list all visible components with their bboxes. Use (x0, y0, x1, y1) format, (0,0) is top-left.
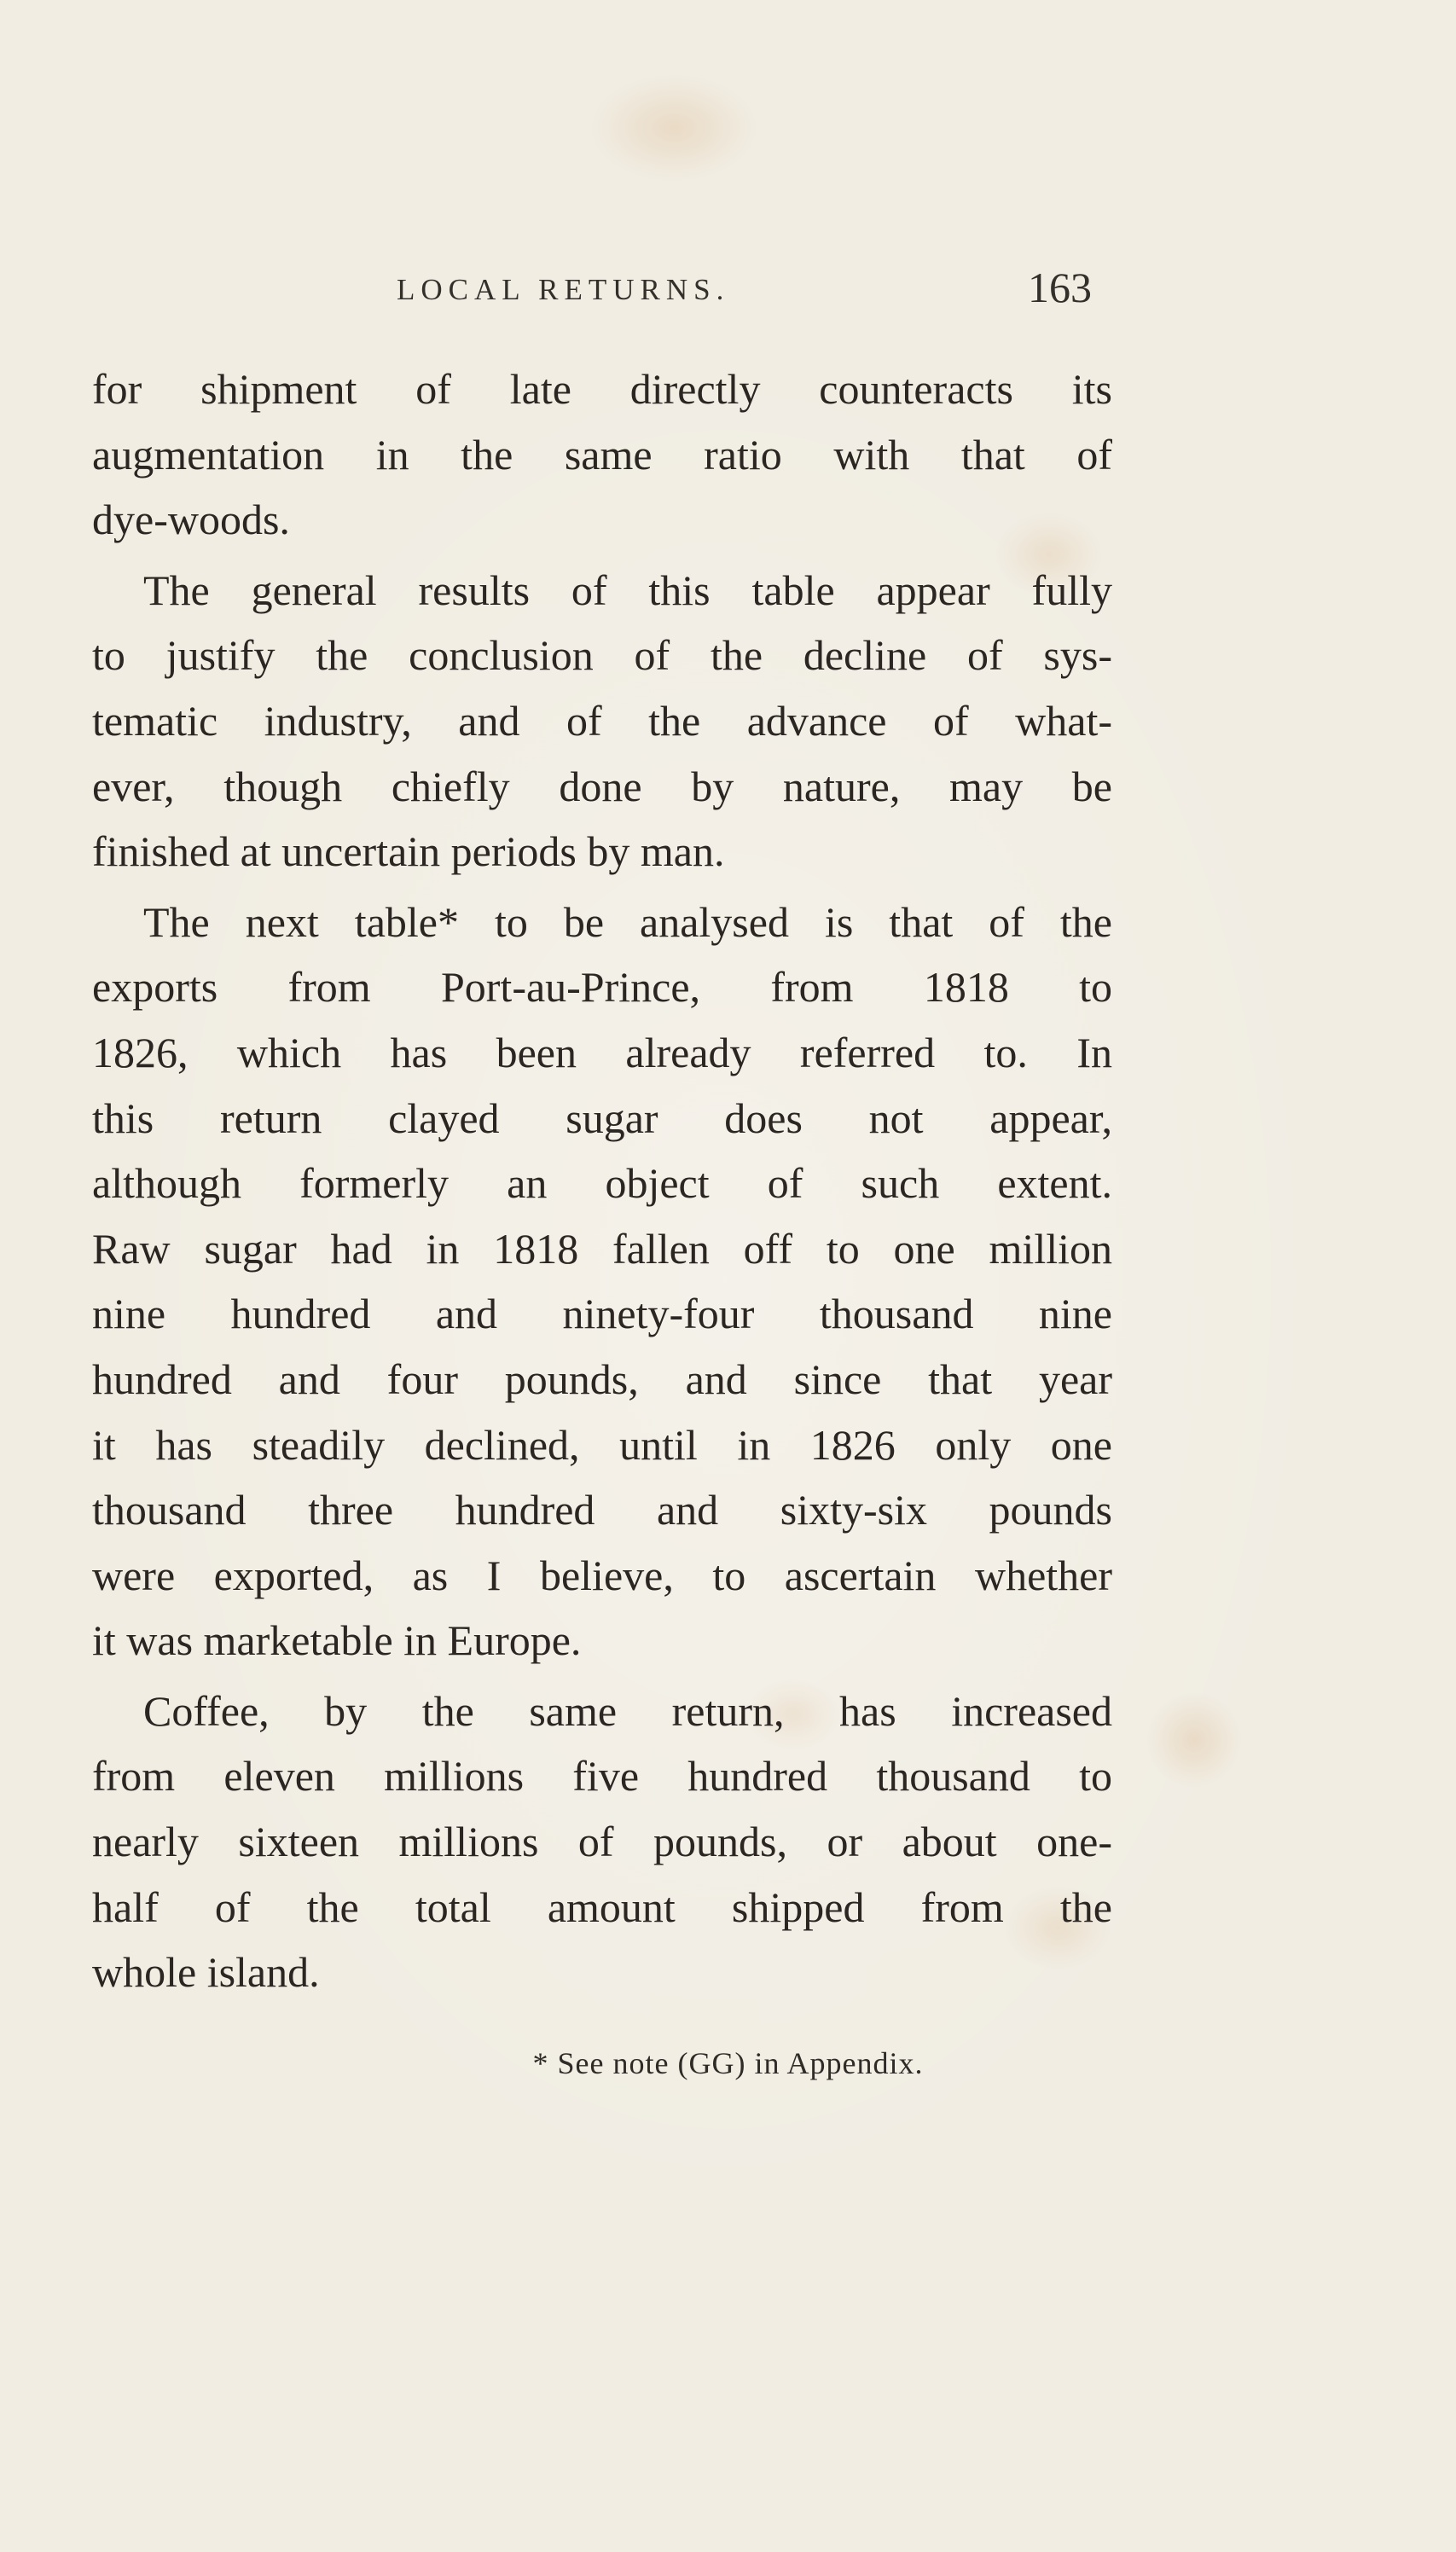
text-line: augmentation in the same ratio with that of (92, 430, 1112, 478)
text-line: dye-woods. (92, 496, 290, 544)
text-line: this return clayed sugar does not appear, (92, 1093, 1112, 1142)
text-line: nearly sixteen millions of pounds, or about one- (92, 1818, 1112, 1866)
text-line: Raw sugar had in 1818 fallen off to one million (92, 1224, 1112, 1273)
text-line: ever, though chiefly done by nature, may be (92, 762, 1112, 810)
paragraph-next-table (92, 890, 1112, 1673)
page-number: 163 (1028, 264, 1092, 311)
text-line: nine hundred and ninety-four thousand nine (92, 1290, 1112, 1338)
text-line: hundred and four pounds, and since that year (92, 1354, 1112, 1403)
text-line: thousand three hundred and sixty-six pounds (92, 1486, 1112, 1534)
running-head (0, 263, 1456, 314)
text-line: The general results of this table appear fully (143, 566, 1112, 614)
text-line: although formerly an object of such extent. (92, 1159, 1112, 1208)
paragraph-continuation (92, 357, 1112, 553)
text-line: to justify the conclusion of the decline of sys- (92, 631, 1112, 680)
text-line: were exported, as I believe, to ascertain whether (92, 1551, 1112, 1599)
text-line: 1826, which has been already referred to. In (92, 1028, 1112, 1076)
running-title: LOCAL RETURNS. (397, 273, 730, 306)
text-line: finished at uncertain periods by man. (92, 827, 725, 876)
paragraph-general-results (92, 558, 1112, 884)
footnote: * See note (GG) in Appendix. (532, 2046, 924, 2080)
text-line: half of the total amount shipped from the (92, 1882, 1112, 1931)
text-line: The next table* to be analysed is that of the (143, 897, 1112, 946)
text-line: from eleven millions five hundred thousand to (92, 1752, 1112, 1801)
text-line: tematic industry, and of the advance of what- (92, 696, 1112, 745)
text-line: it was marketable in Europe. (92, 1616, 582, 1665)
text-line: exports from Port-au-Prince, from 1818 to (92, 963, 1112, 1012)
text-line: for shipment of late directly counteracts its (92, 365, 1112, 413)
text-line: whole island. (92, 1948, 320, 1997)
paragraph-coffee (92, 1679, 1112, 2005)
text-line: Coffee, by the same return, has increased (143, 1686, 1112, 1735)
body-text (92, 357, 1112, 2010)
text-line: it has steadily declined, until in 1826 only one (92, 1420, 1112, 1469)
